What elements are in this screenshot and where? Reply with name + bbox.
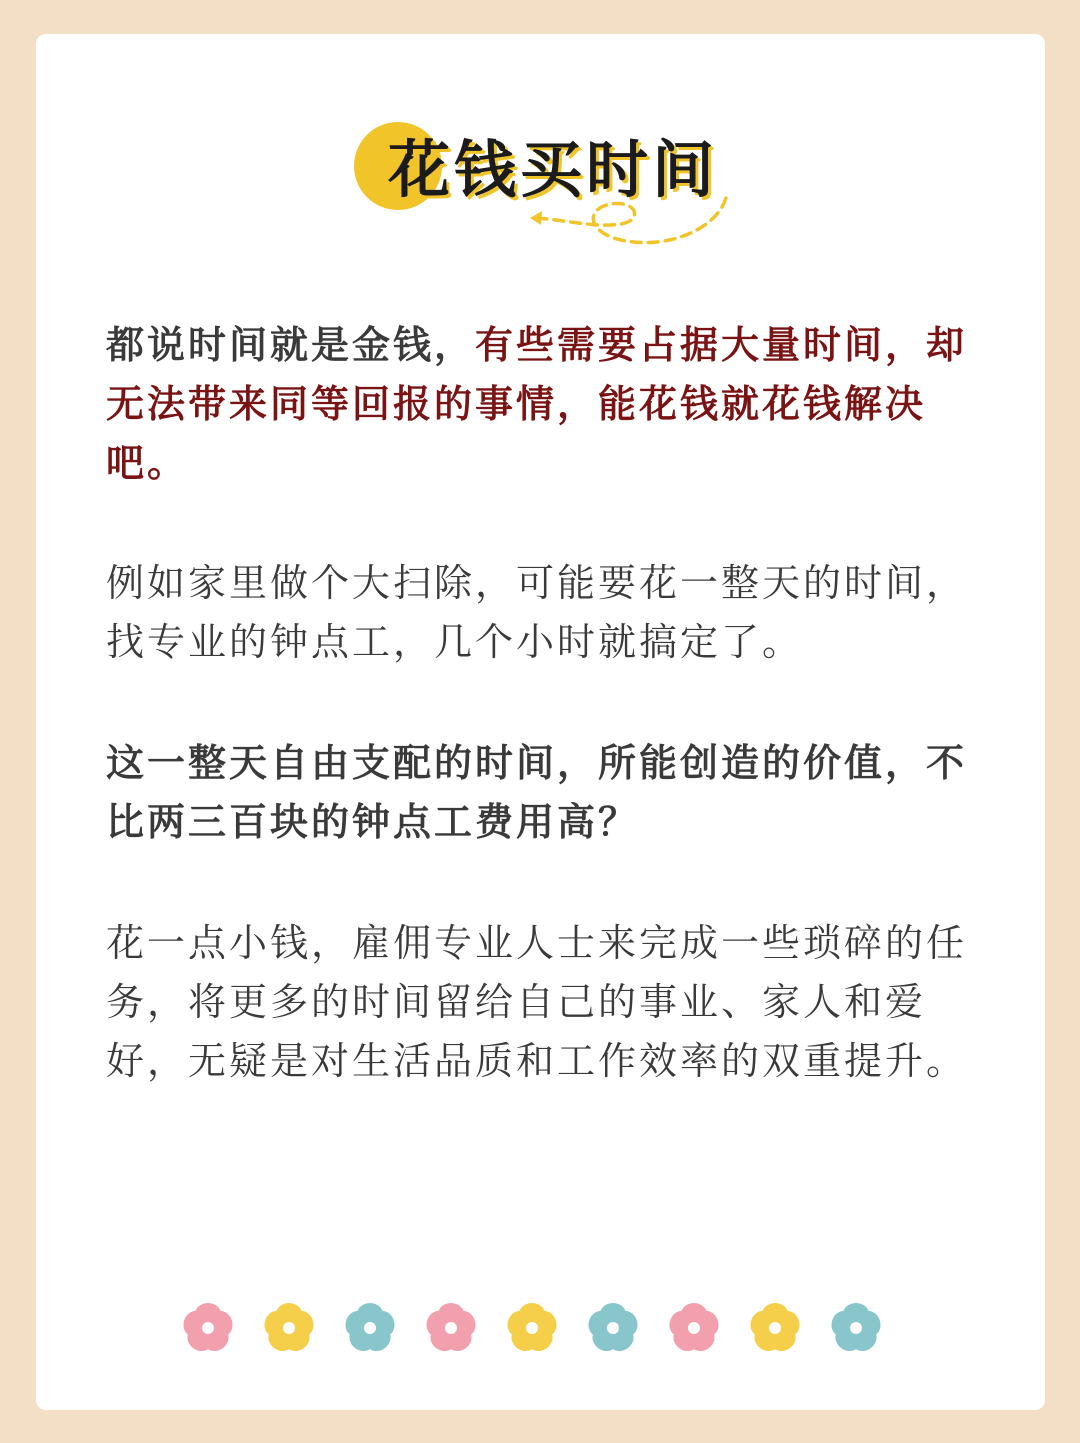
paragraph-1-highlight: 有些需要占据大量时间，却无法带来同等回报的事情，能花钱就花钱解决吧。 bbox=[106, 323, 968, 485]
pink-flower-icon bbox=[419, 1296, 483, 1360]
pink-flower-icon bbox=[176, 1296, 240, 1360]
teal-flower-icon bbox=[824, 1296, 888, 1360]
paragraph-3: 这一整天自由支配的时间，所能创造的价值，不比两三百块的钟点工费用高？ bbox=[106, 741, 968, 844]
dashed-swirl-arrow-icon bbox=[526, 190, 736, 260]
paragraph-4: 花一点小钱，雇佣专业人士来完成一些琐碎的任务，将更多的时间留给自己的事业、家人和爱好，无疑是对生活品质和工作效率的双重提升。 bbox=[106, 921, 968, 1083]
teal-flower-icon bbox=[338, 1296, 402, 1360]
page-title: 花钱买时间 bbox=[388, 133, 719, 206]
yellow-flower-icon bbox=[743, 1296, 807, 1360]
teal-flower-icon bbox=[581, 1296, 645, 1360]
paragraph-2: 例如家里做个大扫除，可能要花一整天的时间，找专业的钟点工，几个小时就搞定了。 bbox=[106, 561, 968, 664]
yellow-flower-icon bbox=[500, 1296, 564, 1360]
yellow-flower-icon bbox=[257, 1296, 321, 1360]
flower-decoration-row bbox=[176, 1296, 896, 1360]
pink-flower-icon bbox=[662, 1296, 726, 1360]
title-block bbox=[340, 100, 760, 260]
paragraph-1 bbox=[106, 316, 986, 493]
paragraph-1-plain: 都说时间就是金钱， bbox=[106, 323, 476, 367]
